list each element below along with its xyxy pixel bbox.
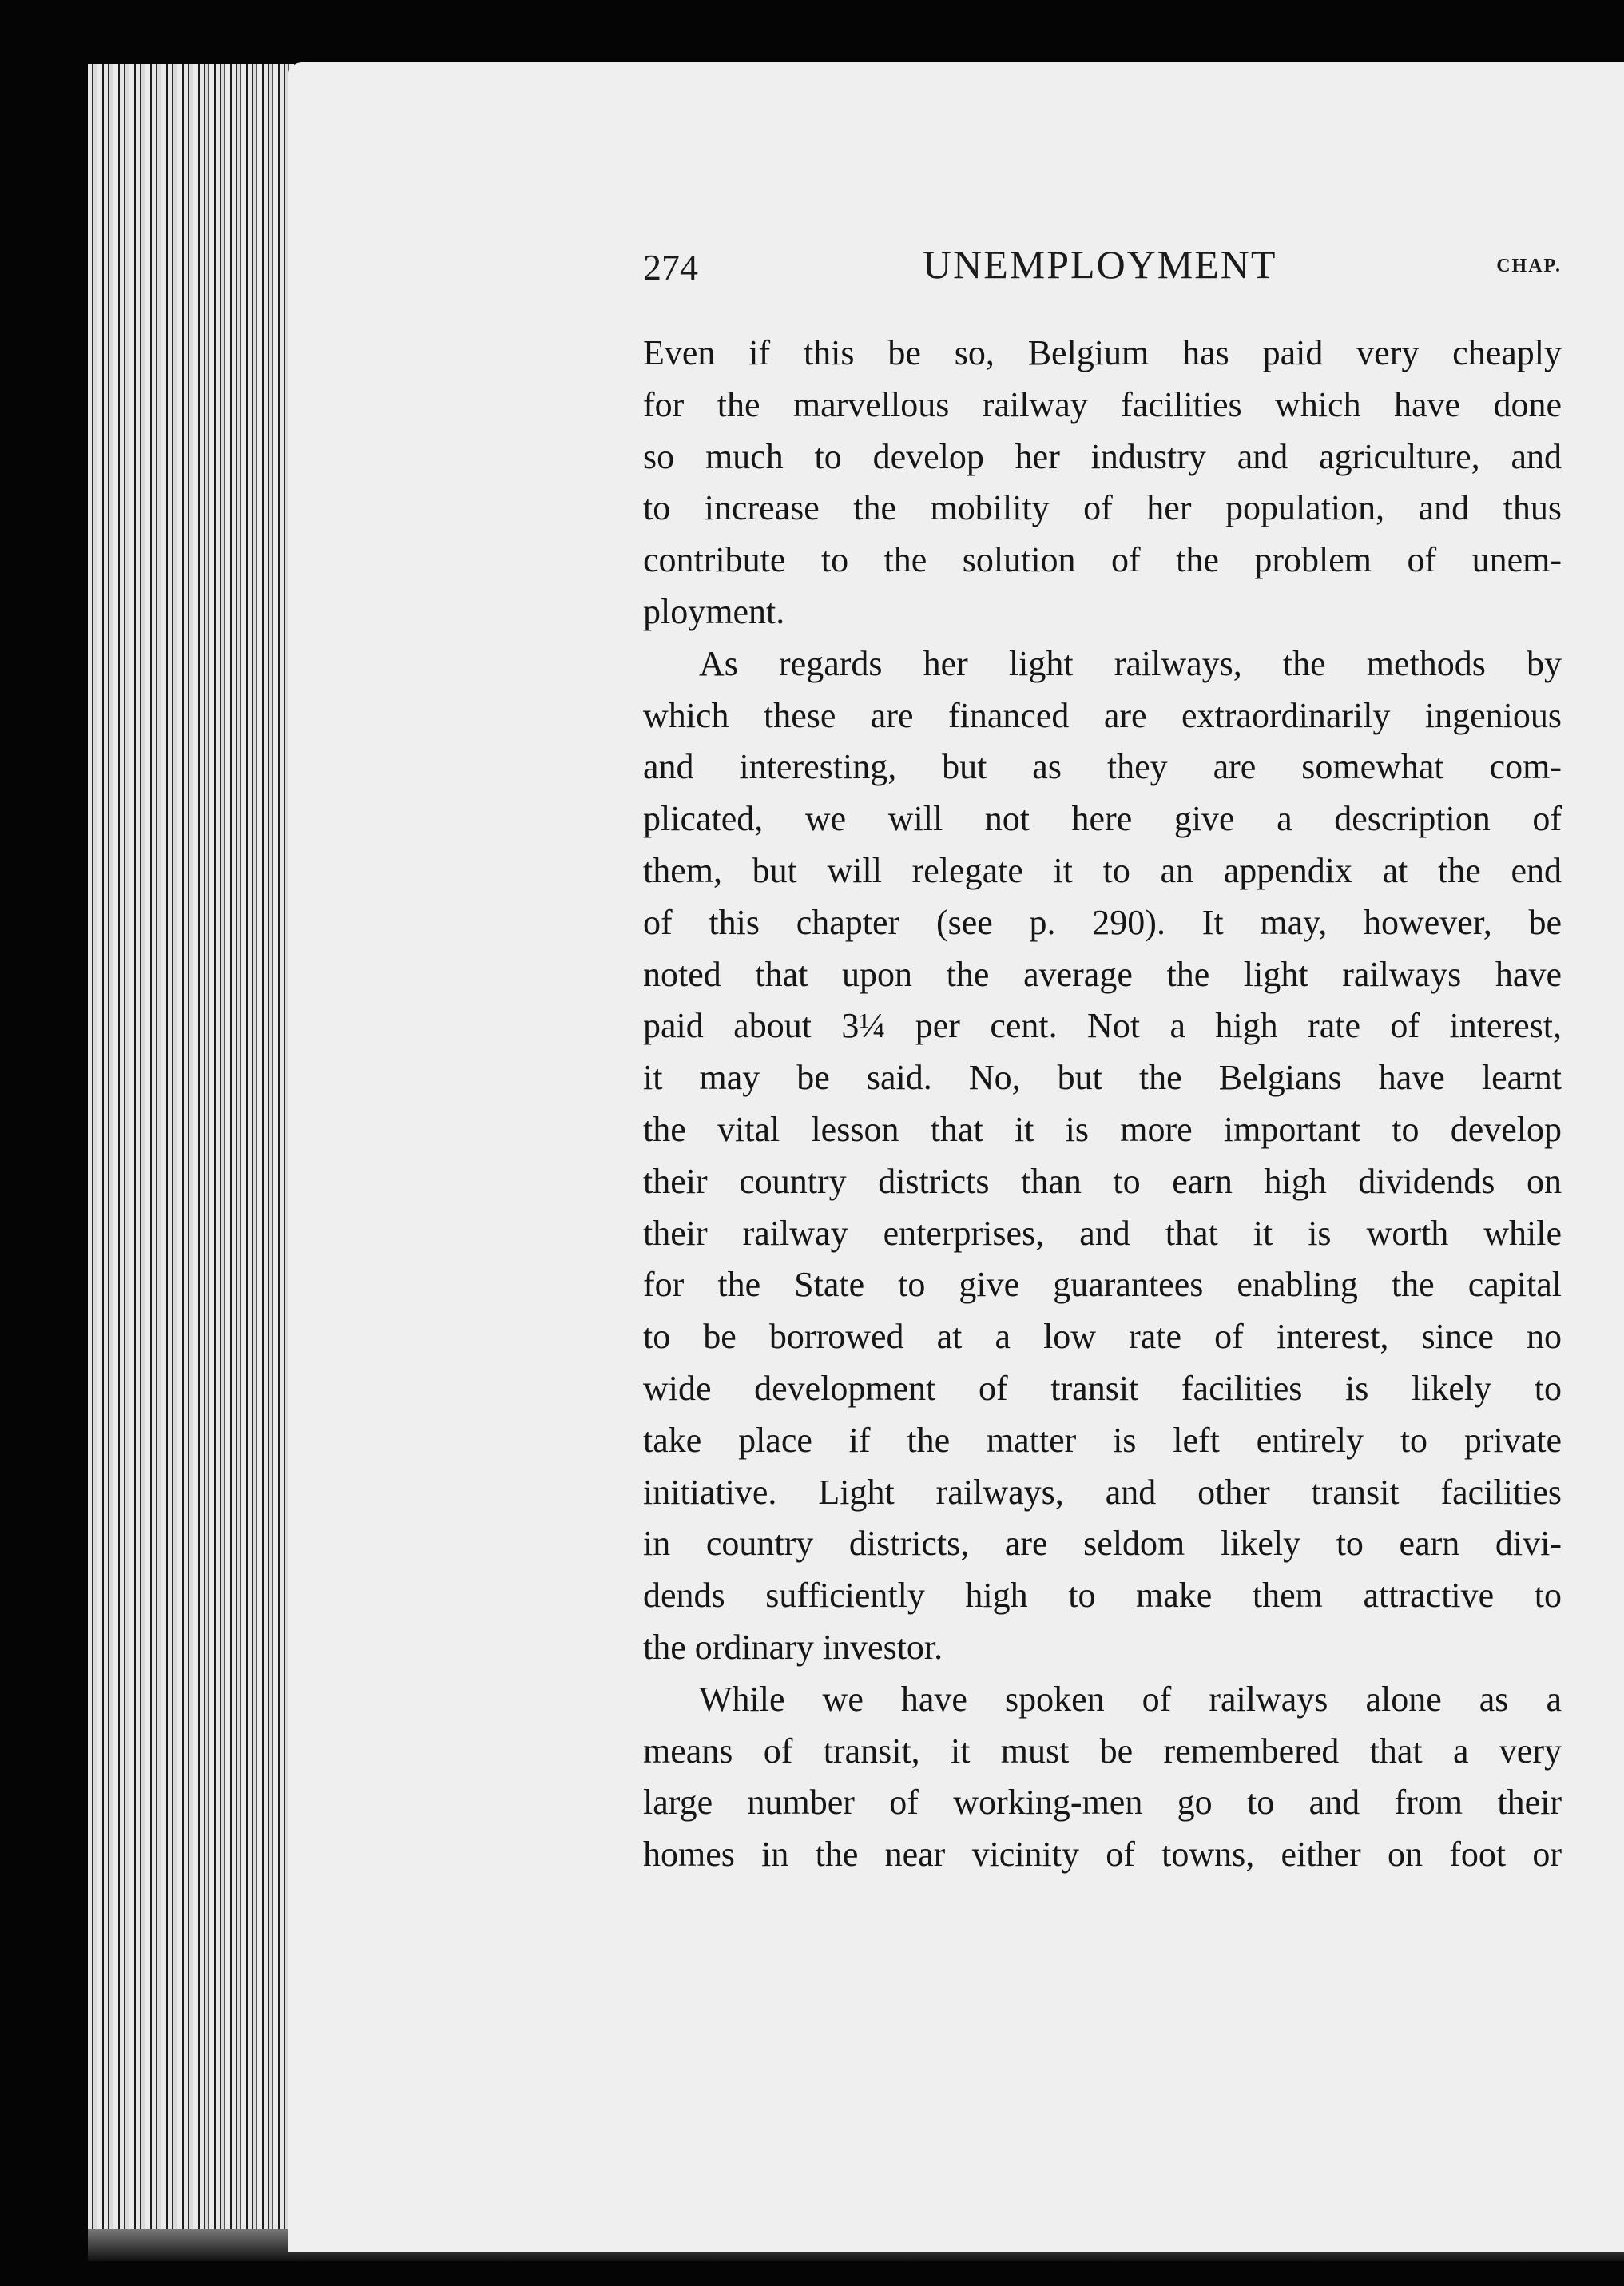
text-line: to increase the mobility of her population, and thus — [643, 488, 1562, 528]
text-line: which these are financed are extraordinarily ingenious — [643, 695, 1562, 735]
text-line: initiative. Light railways, and other transit facilities — [643, 1472, 1562, 1512]
text-line: wide development of transit facilities is likely to — [643, 1368, 1562, 1408]
page-number: 274 — [643, 247, 698, 288]
page-header — [643, 240, 1562, 296]
running-title: UNEMPLOYMENT — [923, 242, 1277, 287]
text-line: for the marvellous railway facilities which have done — [643, 384, 1562, 424]
text-line: for the State to give guarantees enabling the capital — [643, 1265, 1562, 1305]
text-line: paid about 3¼ per cent. Not a high rate of interest, — [643, 1006, 1562, 1046]
text-line: the vital lesson that it is more important to develop — [643, 1109, 1562, 1149]
text-line: in country districts, are seldom likely to earn divi- — [643, 1524, 1562, 1564]
text-line: dends sufficiently high to make them attractive to — [643, 1576, 1562, 1616]
text-line: so much to develop her industry and agriculture, and — [643, 436, 1562, 476]
chapter-mark: CHAP. — [1496, 256, 1562, 276]
text-line: noted that upon the average the light railways have — [643, 954, 1562, 994]
text-line: Even if this be so, Belgium has paid very cheaply — [643, 333, 1562, 372]
body-text — [643, 328, 1562, 1881]
text-line: contribute to the solution of the problem of unem- — [643, 540, 1562, 580]
text-line: their country districts than to earn high dividends on — [643, 1161, 1562, 1201]
text-line: plicated, we will not here give a description of — [643, 799, 1562, 839]
text-line: means of transit, it must be remembered that a very — [643, 1731, 1562, 1771]
text-line: take place if the matter is left entirely to private — [643, 1420, 1562, 1460]
text-line: their railway enterprises, and that it is worth while — [643, 1213, 1562, 1253]
text-line: homes in the near vicinity of towns, either on foot or — [643, 1835, 1562, 1875]
text-line: them, but will relegate it to an appendix at the end — [643, 850, 1562, 890]
text-line: As regards her light railways, the methods by — [699, 643, 1562, 683]
text-line: of this chapter (see p. 290). It may, however, be — [643, 902, 1562, 942]
text-line: and interesting, but as they are somewhat com- — [643, 747, 1562, 787]
text-line: large number of working-men go to and from their — [643, 1783, 1562, 1823]
text-line: to be borrowed at a low rate of interest, since no — [643, 1317, 1562, 1357]
text-line: While we have spoken of railways alone as a — [699, 1679, 1562, 1719]
text-line: it may be said. No, but the Belgians have learnt — [643, 1058, 1562, 1098]
text-line: ployment. — [643, 591, 785, 631]
text-line: the ordinary investor. — [643, 1627, 943, 1667]
